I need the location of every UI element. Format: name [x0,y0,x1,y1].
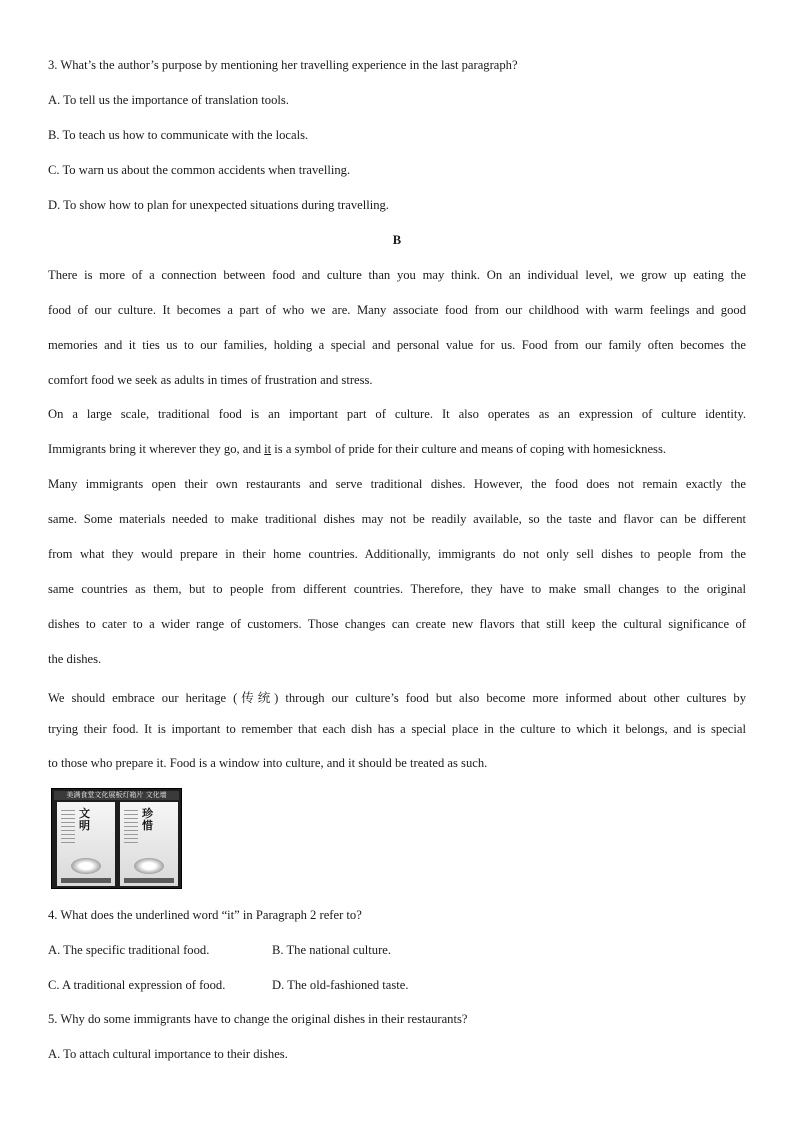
poster-text-lines [61,810,75,846]
passage-line: same countries as them, but to people from different countries. Therefore, they have to make small changes to the original [48,582,746,596]
passage-line: to those who prepare it. Food is a window into culture, and it should be treated as such. [48,756,488,770]
q4-option-d: D. The old-fashioned taste. [272,978,409,992]
passage-line: dishes to cater to a wider range of customers. Those changes can create new flavors that still keep the cultural significance of [48,617,746,631]
q4-option-b: B. The national culture. [272,943,392,957]
passage-line: from what they would prepare in their home countries. Additionally, immigrants do not only sell dishes to people from the [48,547,746,561]
q3-option-c: C. To warn us about the common accidents when travelling. [48,163,351,177]
underlined-word-it: it [264,442,272,456]
q4-option-c: C. A traditional expression of food. [48,978,226,992]
passage-line: same. Some materials needed to make traditional dishes may not be readily available, so the taste and flavor can be different [48,512,746,526]
poster-footer-strip [61,878,111,883]
passage-text: Immigrants bring it wherever they go, and [48,442,265,456]
passage-line-with-underline [48,442,666,457]
bowl-illustration [134,858,164,874]
q3-option-a: A. To tell us the importance of translation tools. [48,93,289,107]
passage-line: memories and it ties us to our families, holding a special and personal value for us. Food from our family often becomes the [48,338,746,352]
poster-glyph: 文明 [79,807,90,832]
passage-line: food of our culture. It becomes a part of who we are. Many associate food from our childhood with warm feelings and good [48,303,746,317]
passage-line: Many immigrants open their own restaurants and serve traditional dishes. However, the food does not remain exactly the [48,477,746,491]
section-heading: B [392,233,402,247]
food-culture-poster-image [51,788,182,889]
q5-option-a: A. To attach cultural importance to their dishes. [48,1047,288,1061]
q5-stem: 5. Why do some immigrants have to change the original dishes in their restaurants? [48,1012,468,1026]
q3-option-b: B. To teach us how to communicate with the locals. [48,128,309,142]
passage-text: is a symbol of pride for their culture and means of coping with homesickness. [271,442,667,456]
passage-line: the dishes. [48,652,102,666]
poster-panel-right [120,802,178,886]
passage-line: We should embrace our heritage (传统) through our culture’s food but also become more informed about other cultures by [48,691,746,705]
q3-stem: 3. What’s the author’s purpose by mentioning her travelling experience in the last paragraph? [48,58,518,72]
poster-banner: 美满食堂文化展板灯箱片 文化墙 [54,791,179,800]
passage-line: There is more of a connection between food and culture than you may think. On an individual level, we grow up eating the [48,268,746,282]
passage-line: On a large scale, traditional food is an important part of culture. It also operates as an expression of culture identity. [48,407,746,421]
poster-glyph: 珍惜 [142,807,153,832]
poster-text-lines [124,810,138,846]
q3-option-d: D. To show how to plan for unexpected situations during travelling. [48,198,389,212]
q4-option-a: A. The specific traditional food. [48,943,210,957]
poster-footer-strip [124,878,174,883]
dish-illustration [71,858,101,874]
poster-panel-left [57,802,115,886]
q4-stem: 4. What does the underlined word “it” in Paragraph 2 refer to? [48,908,362,922]
passage-line: trying their food. It is important to remember that each dish has a special place in the culture to which it belongs, and is special [48,722,746,736]
passage-line: comfort food we seek as adults in times of frustration and stress. [48,373,373,387]
